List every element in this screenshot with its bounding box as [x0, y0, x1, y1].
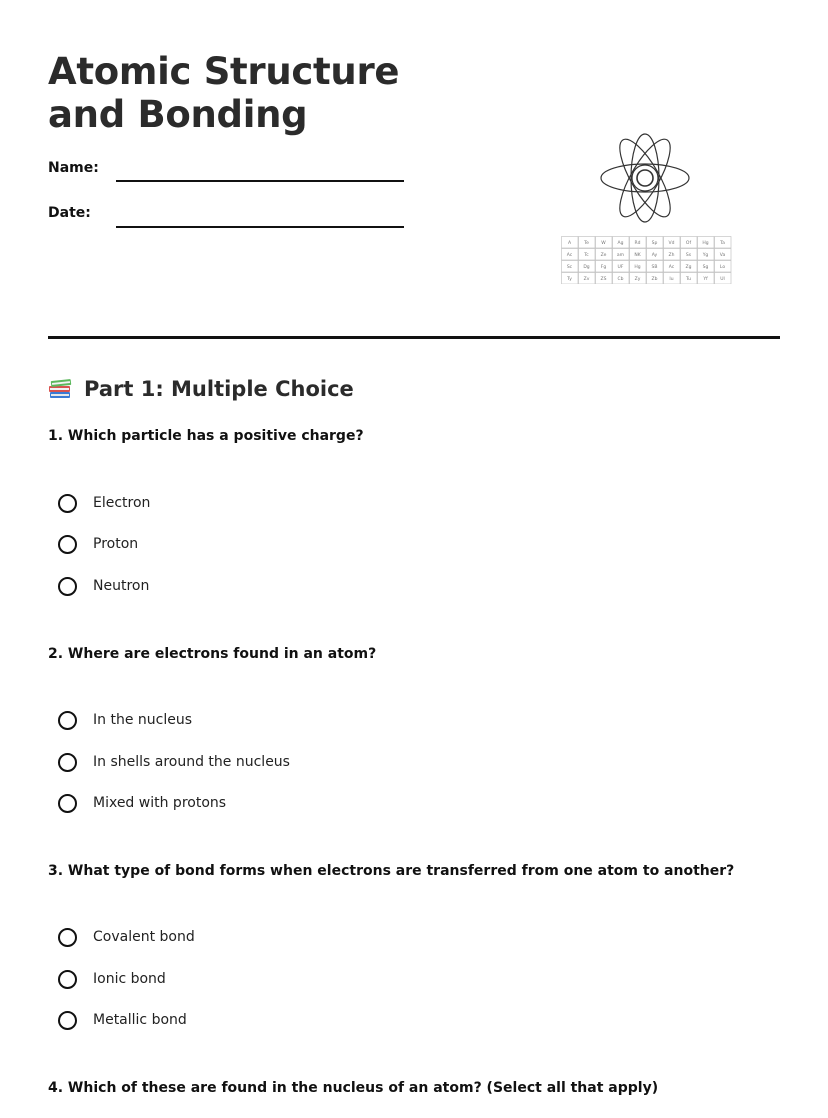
- element-symbol: UF: [617, 265, 624, 270]
- periodic-table-icon: [561, 236, 732, 284]
- radio-button[interactable]: [58, 535, 77, 554]
- question-4: 4. Which of these are found in the nucleus of an atom? (Select all that apply): [48, 1080, 659, 1096]
- radio-button[interactable]: [58, 928, 77, 947]
- radio-button[interactable]: [58, 970, 77, 989]
- element-symbol: Ay: [651, 253, 658, 258]
- radio-button[interactable]: [58, 577, 77, 596]
- element-symbol: Ag: [617, 241, 624, 246]
- element-symbol: Fg: [600, 265, 607, 270]
- element-symbol: Lo: [719, 265, 726, 270]
- part1-header: [48, 374, 354, 404]
- element-symbol: Yg: [702, 253, 709, 258]
- element-symbol: Tu: [686, 277, 691, 282]
- question-1: 1. Which particle has a positive charge?: [48, 428, 364, 444]
- q3-option-metallic[interactable]: [58, 1008, 187, 1032]
- q2-option-mixed[interactable]: [58, 791, 226, 815]
- element-symbol: Zh: [668, 253, 675, 258]
- element-symbol: W: [601, 241, 606, 246]
- option-label: Ionic bond: [93, 971, 166, 987]
- element-symbol: Ta: [720, 241, 725, 246]
- section-divider: [48, 336, 780, 339]
- q2-option-nucleus[interactable]: [58, 708, 192, 732]
- option-label: Mixed with protons: [93, 795, 227, 811]
- option-label: In shells around the nucleus: [93, 754, 290, 770]
- option-label: Neutron: [93, 578, 150, 594]
- atom-icon: [596, 130, 694, 226]
- date-input-line[interactable]: [116, 226, 404, 228]
- element-symbol: Dg: [583, 265, 590, 270]
- element-symbol: NK: [634, 253, 641, 258]
- part1-title: Part 1: Multiple Choice: [84, 377, 354, 401]
- element-symbol: SB: [651, 265, 658, 270]
- element-symbol: Sc: [566, 265, 573, 270]
- element-symbol: Te: [584, 241, 589, 246]
- element-symbol: Yf: [703, 277, 708, 282]
- option-label: Covalent bond: [93, 929, 195, 945]
- radio-button[interactable]: [58, 711, 77, 730]
- option-label: Metallic bond: [93, 1012, 187, 1028]
- element-symbol: Iu: [669, 277, 674, 282]
- q2-option-shells[interactable]: [58, 750, 290, 774]
- element-symbol: Ac: [566, 253, 573, 258]
- name-label: Name:: [48, 160, 99, 176]
- element-symbol: Ze: [600, 253, 607, 258]
- radio-button[interactable]: [58, 1011, 77, 1030]
- page-title: Atomic Structure and Bonding: [48, 50, 400, 136]
- radio-button[interactable]: [58, 753, 77, 772]
- element-symbol: Zb: [651, 277, 658, 282]
- element-symbol: Va: [719, 253, 726, 258]
- element-symbol: Tc: [584, 253, 589, 258]
- radio-button[interactable]: [58, 494, 77, 513]
- element-symbol: Ss: [685, 253, 692, 258]
- date-label: Date:: [48, 205, 91, 221]
- element-symbol: Sg: [702, 265, 709, 270]
- element-symbol: ZS: [600, 277, 607, 282]
- element-symbol: Hg: [634, 265, 641, 270]
- element-symbol: am: [616, 253, 625, 258]
- element-symbol: Ty: [567, 277, 572, 282]
- question-2: 2. Where are electrons found in an atom?: [48, 646, 377, 662]
- element-symbol: Ul: [720, 277, 725, 282]
- element-symbol: Sp: [651, 241, 658, 246]
- q3-option-ionic[interactable]: [58, 967, 166, 991]
- books-icon: [48, 377, 74, 401]
- element-symbol: Of: [685, 241, 692, 246]
- name-input-line[interactable]: [116, 180, 404, 182]
- q3-option-covalent[interactable]: [58, 925, 195, 949]
- element-symbol: Zv: [583, 277, 590, 282]
- question-3: 3. What type of bond forms when electrons are transferred from one atom to another?: [48, 863, 735, 879]
- element-symbol: A: [567, 241, 572, 246]
- q1-option-electron[interactable]: [58, 491, 150, 515]
- q1-option-neutron[interactable]: [58, 574, 149, 598]
- element-symbol: Rd: [634, 241, 641, 246]
- option-label: In the nucleus: [93, 712, 192, 728]
- element-symbol: Zg: [685, 265, 692, 270]
- element-symbol: Hg: [702, 241, 709, 246]
- radio-button[interactable]: [58, 794, 77, 813]
- element-symbol: Cb: [617, 277, 624, 282]
- element-symbol: Ac: [668, 265, 675, 270]
- element-symbol: Vd: [668, 241, 675, 246]
- option-label: Electron: [93, 495, 151, 511]
- q1-option-proton[interactable]: [58, 532, 138, 556]
- element-symbol: Zy: [634, 277, 641, 282]
- option-label: Proton: [93, 536, 139, 552]
